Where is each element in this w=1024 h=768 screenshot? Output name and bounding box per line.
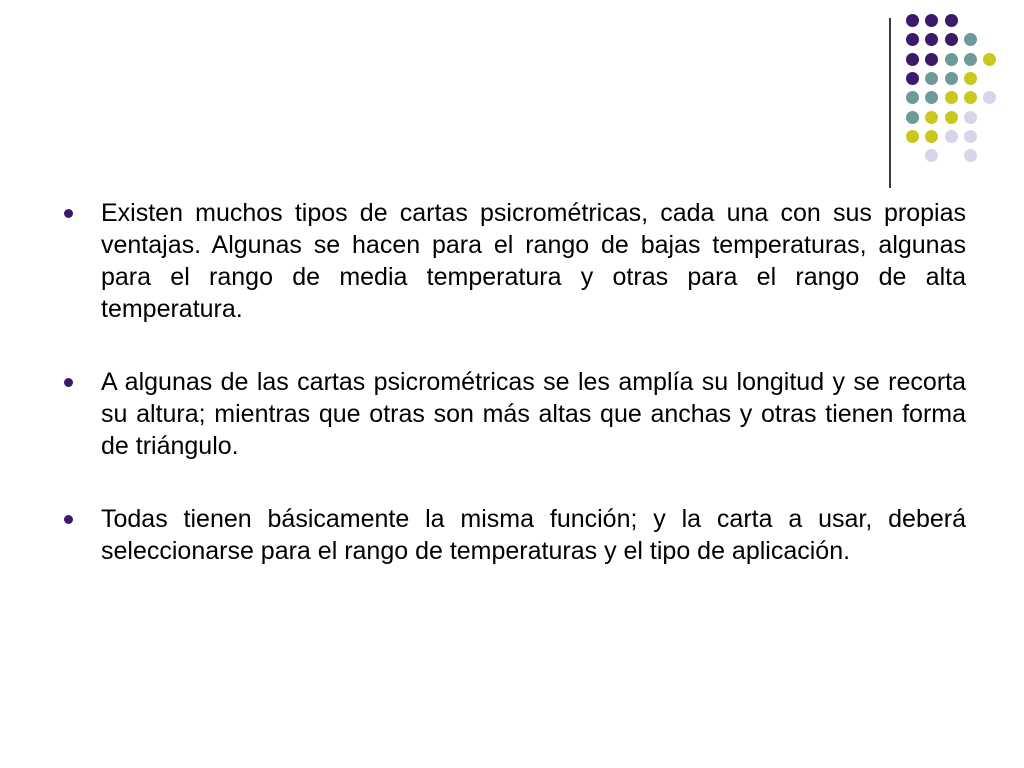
decorative-dot bbox=[945, 33, 958, 46]
decorative-dot bbox=[906, 130, 919, 143]
decorative-dot bbox=[906, 91, 919, 104]
decorative-dot bbox=[925, 91, 938, 104]
decorative-dot bbox=[964, 53, 977, 66]
decorative-dot bbox=[945, 14, 958, 27]
decorative-dot bbox=[945, 111, 958, 124]
bullet-item-3: Todas tienen básicamente la misma función; y la carta a usar, deberá seleccionarse para el rango de temperaturas y el tipo de aplicación. bbox=[58, 503, 966, 567]
decorative-dot bbox=[925, 33, 938, 46]
decorative-dot bbox=[925, 53, 938, 66]
bullet-list bbox=[58, 197, 966, 608]
decorative-dot bbox=[964, 111, 977, 124]
decorative-dot bbox=[964, 91, 977, 104]
decorative-dot bbox=[925, 72, 938, 85]
decorative-dot bbox=[906, 33, 919, 46]
decorative-dot bbox=[906, 111, 919, 124]
decorative-dot bbox=[906, 53, 919, 66]
decorative-dot bbox=[945, 91, 958, 104]
decorative-dot bbox=[945, 53, 958, 66]
bullet-item-2: A algunas de las cartas psicrométricas se les amplía su longitud y se recorta su altura; mientras que otras son más altas que anchas y otras tienen forma de triángulo. bbox=[58, 366, 966, 462]
decorative-dot bbox=[906, 14, 919, 27]
decorative-dot bbox=[964, 130, 977, 143]
vertical-divider-line bbox=[889, 18, 891, 188]
decorative-dot bbox=[945, 130, 958, 143]
decorative-dot bbox=[945, 72, 958, 85]
decorative-dot bbox=[925, 130, 938, 143]
bullet-item-1: Existen muchos tipos de cartas psicrométricas, cada una con sus propias ventajas. Algunas se hacen para el rango de bajas temperaturas, algunas para el rango de media temperatura y otras para el rango de alta temperatura. bbox=[58, 197, 966, 325]
decorative-dot bbox=[983, 53, 996, 66]
decorative-dot bbox=[925, 111, 938, 124]
decorative-dot bbox=[983, 91, 996, 104]
decorative-dot bbox=[925, 149, 938, 162]
decorative-dot bbox=[906, 72, 919, 85]
decorative-dot bbox=[964, 33, 977, 46]
decorative-dot-grid bbox=[906, 14, 1016, 174]
decorative-dot bbox=[964, 72, 977, 85]
decorative-dot bbox=[964, 149, 977, 162]
decorative-dot bbox=[925, 14, 938, 27]
